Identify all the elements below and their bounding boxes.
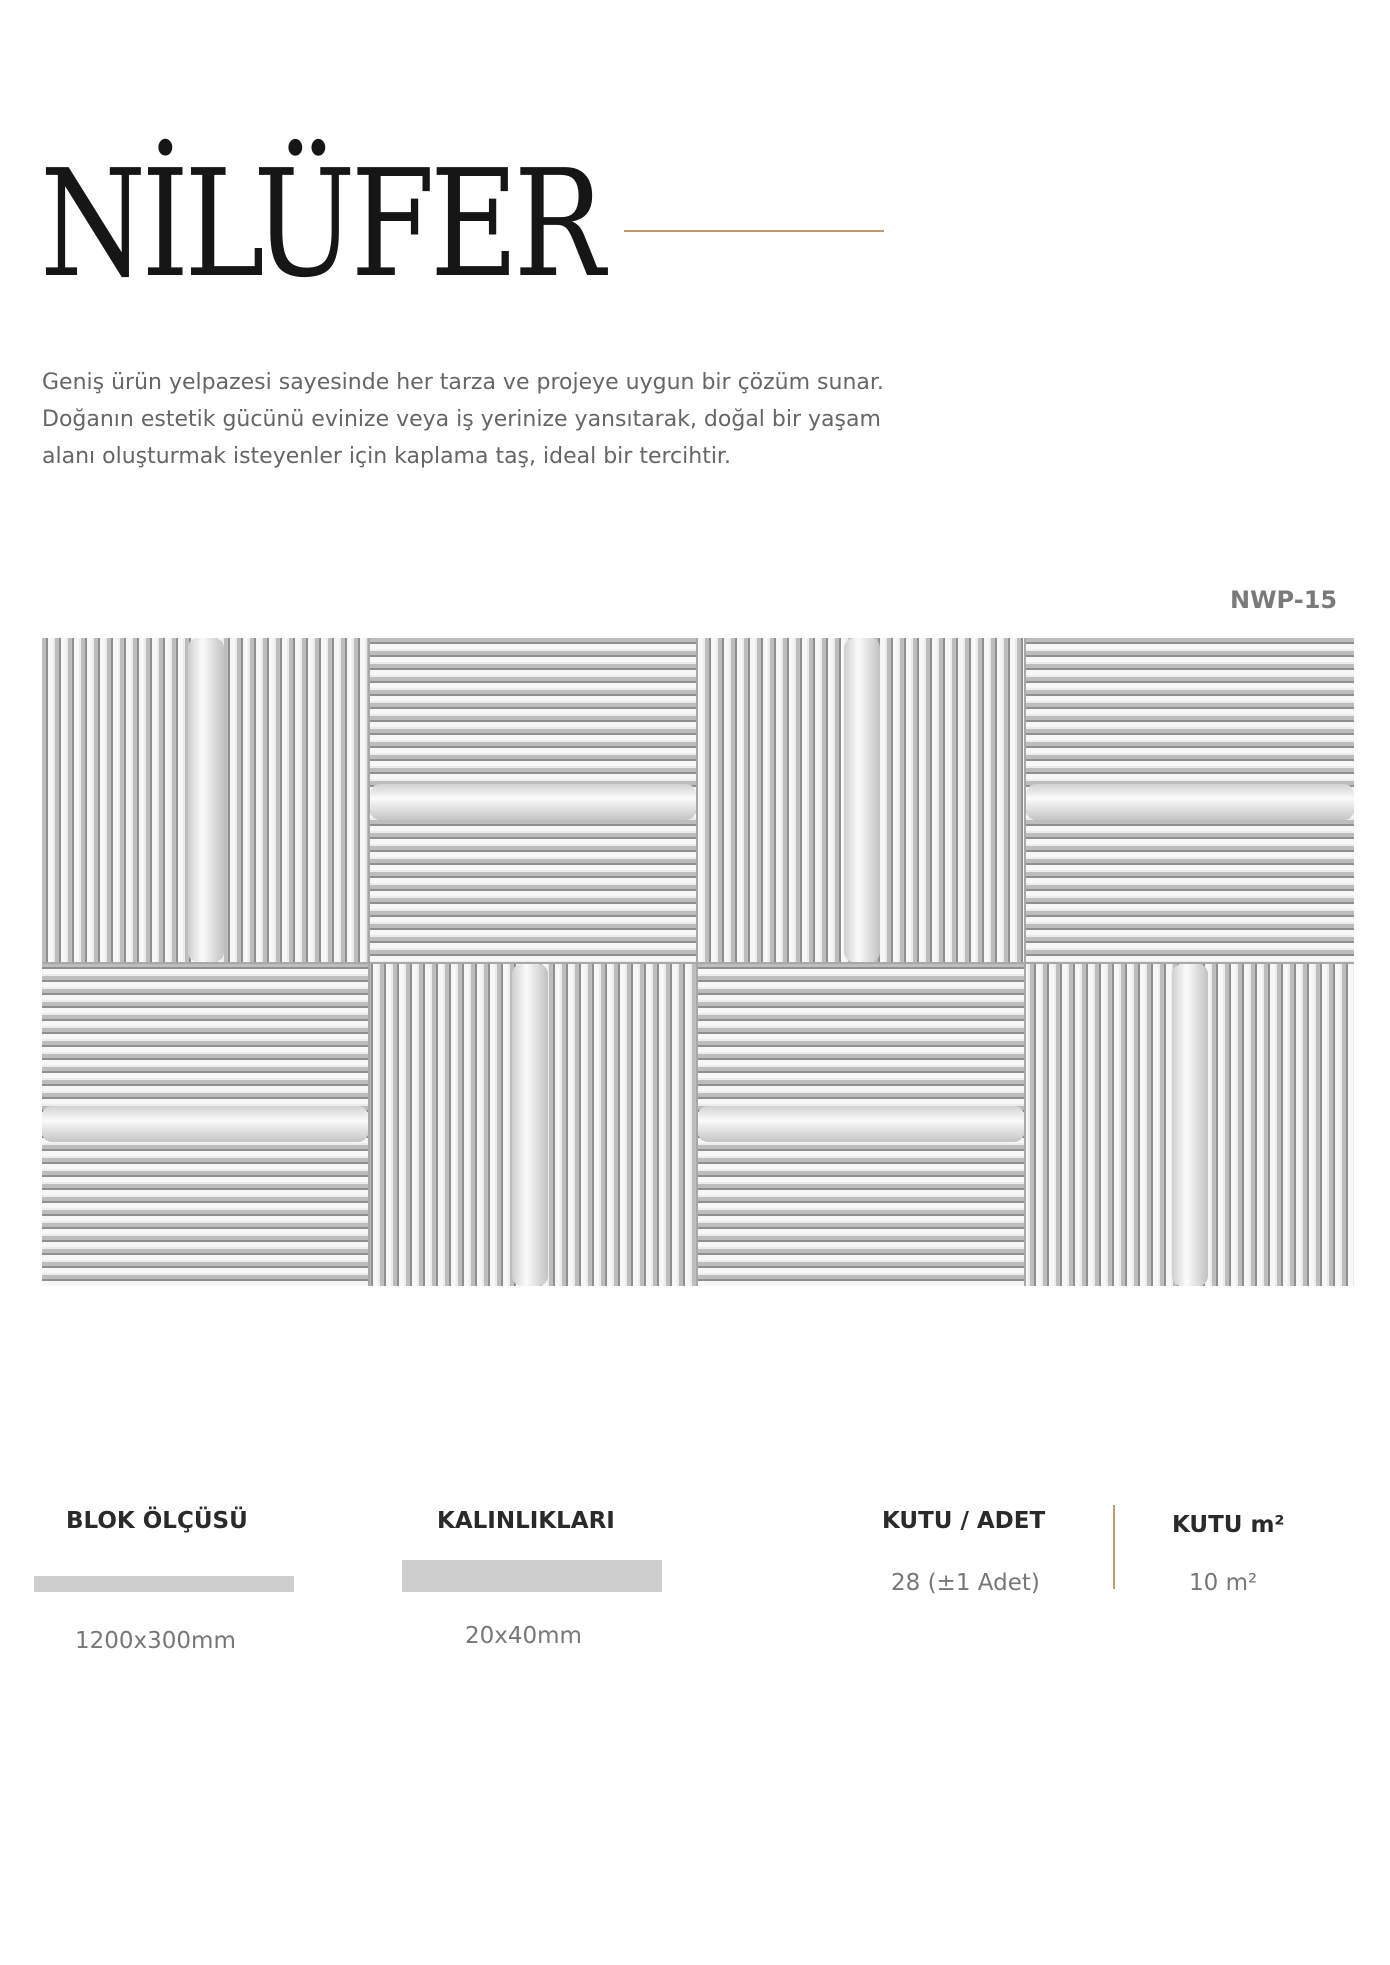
description-line: Geniş ürün yelpazesi sayesinde her tarza ve projeye uygun bir çözüm sunar.	[42, 370, 884, 395]
tile-horizontal	[370, 638, 696, 962]
spec-block-label: BLOK ÖLÇÜSÜ	[66, 1508, 248, 1534]
description-line: Doğanın estetik gücünü evinize veya iş yerinize yansıtarak, doğal bir yaşam	[42, 407, 881, 432]
spec-box-count-value: 28 (±1 Adet)	[891, 1570, 1040, 1596]
spec-box-m2-value: 10 m²	[1189, 1570, 1258, 1596]
spec-thickness-value: 20x40mm	[465, 1623, 582, 1649]
spec-block-bar	[34, 1576, 294, 1592]
product-code: NWP-15	[1230, 586, 1338, 614]
tile-horizontal	[1026, 638, 1354, 962]
spec-block-value: 1200x300mm	[75, 1628, 236, 1654]
spec-divider	[1113, 1505, 1115, 1589]
title-accent-line	[624, 230, 884, 232]
spec-box-m2-label: KUTU m²	[1172, 1512, 1285, 1538]
tile-vertical	[42, 638, 368, 962]
tile-vertical	[698, 638, 1024, 962]
tile-horizontal	[698, 964, 1024, 1286]
spec-box-count-label: KUTU / ADET	[882, 1508, 1046, 1534]
spec-thickness-bar	[402, 1560, 662, 1592]
stone-panel-image	[42, 638, 1354, 1286]
description-line: alanı oluşturmak isteyenler için kaplama taş, ideal bir tercihtir.	[42, 444, 731, 469]
tile-vertical	[1026, 964, 1354, 1286]
tile-vertical	[370, 964, 696, 1286]
product-title: NİLÜFER	[40, 138, 601, 310]
tile-horizontal	[42, 964, 368, 1286]
spec-thickness-label: KALINLIKLARI	[437, 1508, 615, 1534]
product-description	[42, 364, 942, 475]
